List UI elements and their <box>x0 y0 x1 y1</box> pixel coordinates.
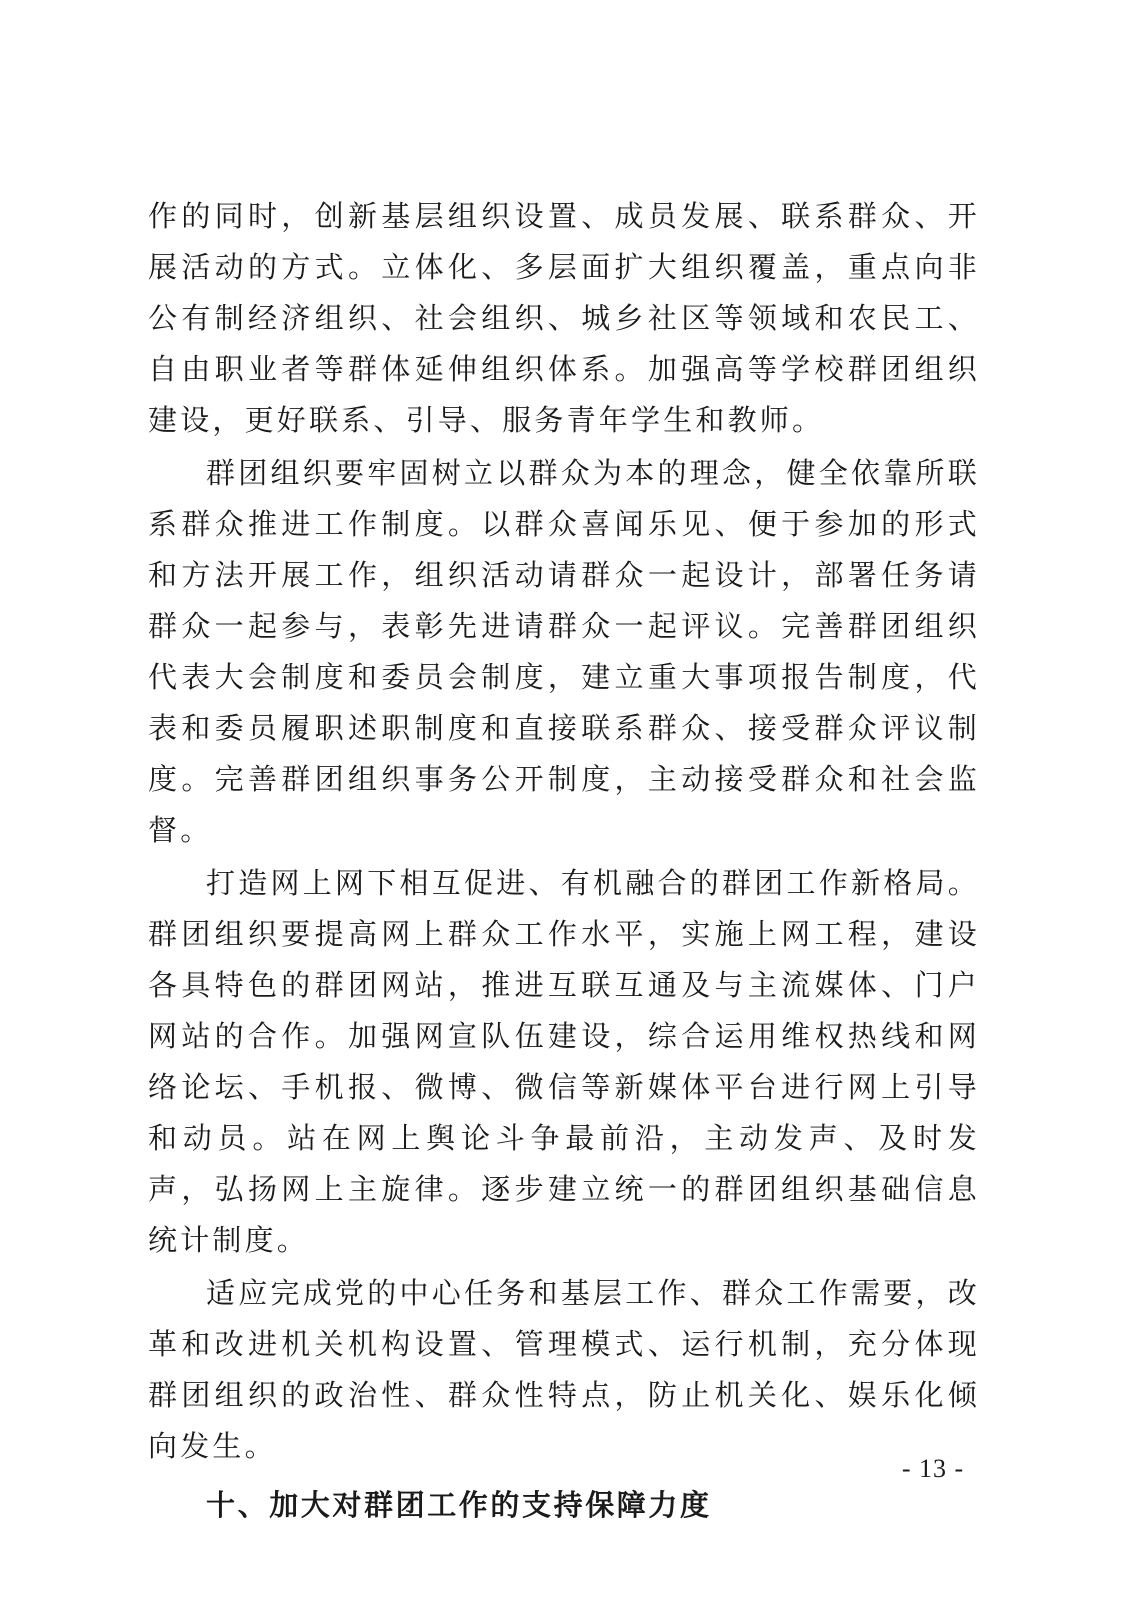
paragraph-institution-reform: 适应完成党的中心任务和基层工作、群众工作需要，改革和改进机关机构设置、管理模式、运行机制，充分体现群团组织的政治性、群众性特点，防止机关化、娱乐化倾向发生。 <box>148 1276 980 1463</box>
paragraph-mass-based: 群团组织要牢固树立以群众为本的理念，健全依靠所联系群众推进工作制度。以群众喜闻乐见、便于参加的形式和方法开展工作，组织活动请群众一起设计，部署任务请群众一起参与，表彰先进请群众一起评议。完善群团组织代表大会制度和委员会制度，建立重大事项报告制度，代表和委员履职述职制度和直接联系群众、接受群众评议制度。完善群团组织事务公开制度，主动接受群众和社会监督。 <box>148 456 980 847</box>
paragraph-online-work: 打造网上网下相互促进、有机融合的群团工作新格局。群团组织要提高网上群众工作水平，实施上网工程，建设各具特色的群团网站，推进互联互通及与主流媒体、门户网站的合作。加强网宣队伍建设，综合运用维权热线和网络论坛、手机报、微博、微信等新媒体平台进行网上引导和动员。站在网上舆论斗争最前沿，主动发声、及时发声，弘扬网上主旋律。逐步建立统一的群团组织基础信息统计制度。 <box>148 866 980 1257</box>
section-heading: 十、加大对群团工作的支持保障力度 <box>206 1488 712 1522</box>
page-number: - 13 - <box>901 1454 965 1483</box>
document-body <box>148 191 980 1531</box>
paragraph-continuation: 作的同时，创新基层组织设置、成员发展、联系群众、开展活动的方式。立体化、多层面扩大组织覆盖，重点向非公有制经济组织、社会组织、城乡社区等领域和农民工、自由职业者等群体延伸组织体系。加强高等学校群团组织建设，更好联系、引导、服务青年学生和教师。 <box>148 199 980 437</box>
